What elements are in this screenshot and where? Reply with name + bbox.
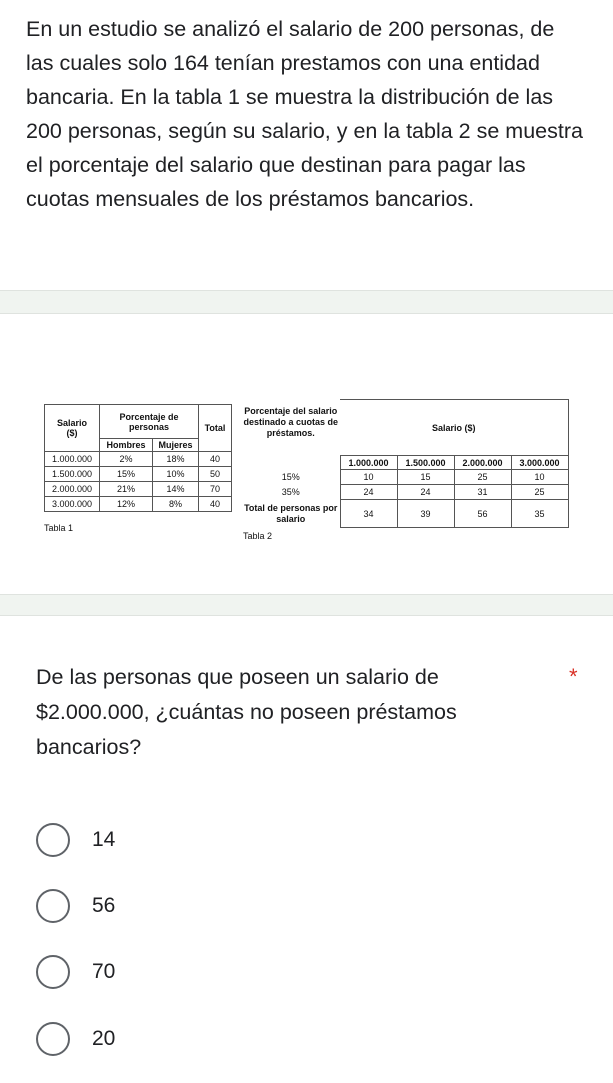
section-divider [0,594,613,616]
option-14[interactable] [36,823,236,863]
radio-button-icon[interactable] [36,955,70,989]
t2-salary-col: 1.500.000 [397,456,454,470]
intro-card [0,0,613,268]
option-label: 70 [92,960,116,983]
question-text: De las personas que poseen un salario de $2.000.000, ¿cuántas no poseen préstamos bancarios? [36,665,457,759]
t1-header-total: Total [199,405,232,452]
t2-salary-col: 3.000.000 [511,456,568,470]
option-56[interactable] [36,889,236,929]
radio-button-icon[interactable] [36,889,70,923]
table-1-caption: Tabla 1 [44,523,74,533]
table-row: 1.500.000 15% 10% 50 [45,467,232,482]
table-row: 35% 24 24 31 25 [242,485,568,500]
option-label: 14 [92,828,116,851]
option-label: 20 [92,1027,116,1050]
option-20[interactable] [36,1022,236,1062]
table-2-caption: Tabla 2 [243,531,273,541]
table-2 [242,399,569,528]
t2-salary-col: 1.000.000 [340,456,397,470]
t1-header-hombres: Hombres [100,439,153,452]
table-row: 3.000.000 12% 8% 40 [45,497,232,512]
table-row: 15% 10 15 25 10 [242,470,568,485]
radio-button-icon[interactable] [36,823,70,857]
t1-header-salario: Salario ($) [45,405,100,452]
table-row-total: Total de personas por salario 34 39 56 35 [242,500,568,528]
option-label: 56 [92,894,116,917]
intro-text: En un estudio se analizó el salario de 200 personas, de las cuales solo 164 tenían prestamos con una entidad bancaria. En la tabla 1 se muestra la distribución de las 200 personas, según su salario, y en la tabla 2 se muestra el porcentaje del salario que destinan para pagar las cuotas mensuales de los préstamos bancarios. [26,17,583,211]
table-1 [44,404,232,512]
required-asterisk: * [569,664,578,689]
table-row: 1.000.000 2% 18% 40 [45,452,232,467]
option-70[interactable] [36,955,236,995]
t2-salary-col: 2.000.000 [454,456,511,470]
t1-header-mujeres: Mujeres [153,439,199,452]
t2-header-salario: Salario ($) [340,400,568,456]
table-row: 2.000.000 21% 14% 70 [45,482,232,497]
radio-button-icon[interactable] [36,1022,70,1056]
section-divider [0,290,613,314]
t2-header-porcentaje: Porcentaje del salario destinado a cuotas de préstamos. [243,405,339,438]
t1-header-porcentaje: Porcentaje de personas [100,405,199,439]
